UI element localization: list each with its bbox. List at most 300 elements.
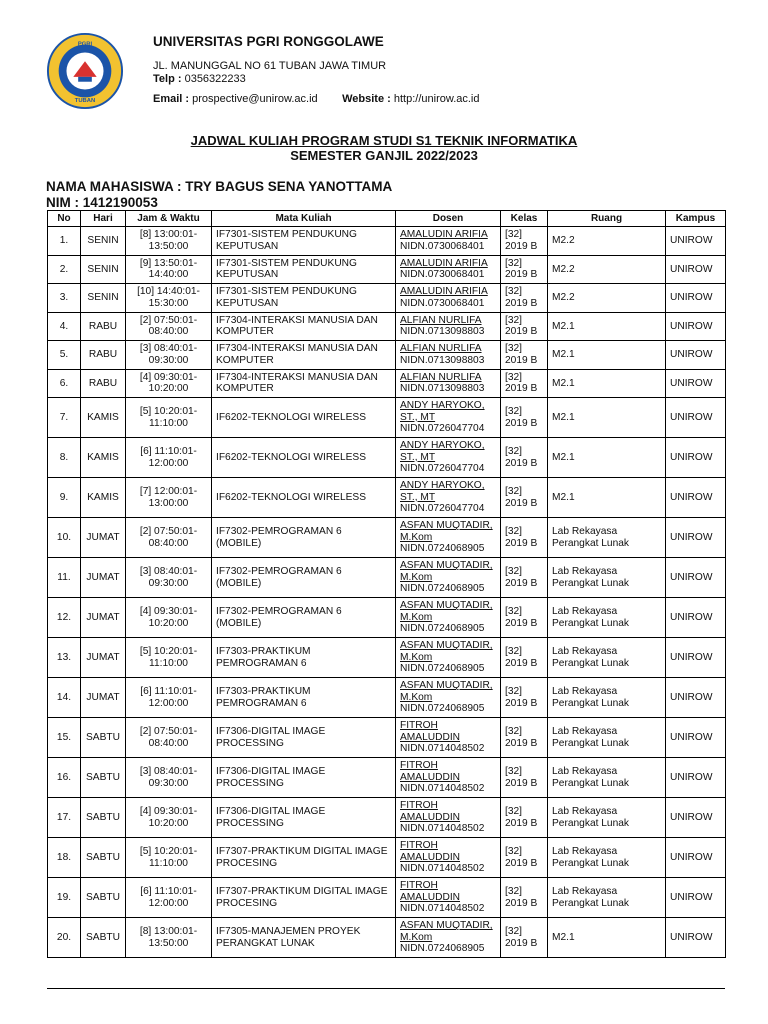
cell-campus: UNIROW [666, 341, 726, 370]
time-end: 11:10:00 [149, 657, 188, 669]
cell-class [501, 255, 548, 284]
cell-course [212, 255, 396, 284]
schedule-table [47, 210, 726, 958]
class-code: [32] [505, 229, 522, 241]
cell-room [548, 878, 666, 918]
lecturer-nidn: NIDN.0724068905 [400, 663, 485, 675]
class-year: 2019 B [505, 240, 538, 252]
time-end: 09:30:00 [148, 354, 189, 366]
footer-divider [47, 988, 725, 989]
class-year: 2019 B [505, 857, 538, 869]
cell-day: SABTU [81, 838, 126, 878]
svg-text:TUBAN: TUBAN [74, 98, 96, 105]
lecturer-nidn: NIDN.0730068401 [400, 269, 485, 281]
class-code: [32] [505, 926, 522, 937]
cell-campus: UNIROW [666, 227, 726, 256]
room-line-1: Lab Rekayasa [552, 766, 618, 777]
contact-line [153, 93, 479, 105]
time-end: 12:00:00 [148, 897, 189, 909]
course-line-2: KEPUTUSAN [216, 240, 279, 252]
table-row [48, 255, 726, 284]
cell-room [548, 918, 666, 958]
time-end: 12:00:00 [148, 457, 189, 469]
cell-no: 4. [48, 312, 81, 341]
course-line-1: IF7301-SISTEM PENDUKUNG [216, 286, 357, 298]
col-header: Ruang [548, 211, 666, 227]
cell-lecturer [396, 438, 501, 478]
cell-time [126, 478, 212, 518]
time-start: [4] 09:30:01- [139, 806, 198, 817]
course-line-2: PROCESING [216, 857, 278, 869]
col-header: No [48, 211, 81, 227]
cell-time [126, 718, 212, 758]
cell-class [501, 312, 548, 341]
course-line-2: PROCESING [216, 897, 278, 909]
time-start: [6] 11:10:01- [140, 686, 197, 697]
time-start: [2] 07:50:01- [139, 526, 198, 537]
cell-time [126, 758, 212, 798]
time-end: 09:30:00 [148, 577, 189, 589]
course-line-1: IF7304-INTERAKSI MANUSIA DAN [216, 343, 378, 355]
cell-course [212, 398, 396, 438]
col-header: Hari [81, 211, 126, 227]
room-line-1: Lab Rekayasa [552, 806, 618, 817]
cell-room [548, 678, 666, 718]
course-line-2: (MOBILE) [216, 537, 262, 549]
cell-class [501, 438, 548, 478]
cell-campus: UNIROW [666, 798, 726, 838]
lecturer-name: AMALUDIN ARIFIA [400, 286, 488, 298]
class-year: 2019 B [505, 354, 538, 366]
lecturer-nidn: NIDN.0726047704 [400, 463, 485, 475]
cell-lecturer [396, 838, 501, 878]
class-code: [32] [505, 766, 522, 777]
lecturer-title: AMALUDDIN [400, 731, 461, 743]
table-header-row [48, 211, 726, 227]
cell-lecturer [396, 878, 501, 918]
course-line-1: IF7306-DIGITAL IMAGE [216, 766, 326, 777]
class-code: [32] [505, 606, 522, 617]
time-end: 11:10:00 [149, 857, 188, 869]
cell-class [501, 284, 548, 313]
cell-course [212, 598, 396, 638]
cell-time [126, 918, 212, 958]
table-row [48, 678, 726, 718]
time-end: 10:20:00 [148, 817, 189, 829]
cell-lecturer [396, 758, 501, 798]
cell-time [126, 878, 212, 918]
room-line-1: Lab Rekayasa [552, 606, 618, 617]
cell-day: SABTU [81, 918, 126, 958]
lecturer-nidn: NIDN.0713098803 [400, 326, 485, 338]
cell-class [501, 558, 548, 598]
cell-no: 7. [48, 398, 81, 438]
cell-campus: UNIROW [666, 398, 726, 438]
class-year: 2019 B [505, 457, 538, 469]
course-line-1: IF7306-DIGITAL IMAGE [216, 806, 326, 817]
course-line-2: PROCESSING [216, 777, 284, 789]
time-start: [5] 10:20:01- [139, 846, 198, 857]
cell-room [548, 638, 666, 678]
class-code: [32] [505, 486, 522, 497]
room-line-1: Lab Rekayasa [552, 886, 618, 897]
time-start: [6] 11:10:01- [140, 446, 197, 457]
cell-room [548, 398, 666, 438]
lecturer-nidn: NIDN.0714048502 [400, 903, 485, 915]
class-code: [32] [505, 314, 522, 326]
telephone [153, 73, 246, 85]
cell-lecturer [396, 398, 501, 438]
class-year: 2019 B [505, 417, 538, 429]
cell-lecturer [396, 558, 501, 598]
cell-room [548, 718, 666, 758]
class-year: 2019 B [505, 737, 538, 749]
table-row [48, 758, 726, 798]
cell-day: KAMIS [81, 438, 126, 478]
lecturer-nidn: NIDN.0730068401 [400, 297, 485, 309]
lecturer-title: AMALUDDIN [400, 851, 461, 863]
cell-time [126, 398, 212, 438]
lecturer-name: ANDY HARYOKO, [400, 440, 485, 452]
table-row [48, 478, 726, 518]
course-line-1: IF7302-PEMROGRAMAN 6 [216, 526, 342, 537]
table-row [48, 438, 726, 478]
cell-room [548, 284, 666, 313]
table-row [48, 312, 726, 341]
cell-room [548, 558, 666, 598]
course-line-1: IF7302-PEMROGRAMAN 6 [216, 606, 342, 617]
course-line-2: PERANGKAT LUNAK [216, 937, 315, 949]
cell-time [126, 438, 212, 478]
email-label: Email : [153, 93, 190, 105]
room-line-1: M2.2 [552, 235, 575, 246]
website-value[interactable]: http://unirow.ac.id [393, 93, 480, 105]
cell-day: JUMAT [81, 518, 126, 558]
cell-class [501, 718, 548, 758]
student-name: NAMA MAHASISWA : TRY BAGUS SENA YANOTTAMA [46, 179, 393, 194]
time-start: [5] 10:20:01- [139, 646, 198, 657]
course-line-1: IF7301-SISTEM PENDUKUNG [216, 257, 357, 269]
university-logo [46, 32, 124, 110]
cell-room [548, 255, 666, 284]
cell-day: SENIN [81, 255, 126, 284]
class-year: 2019 B [505, 777, 538, 789]
time-start: [5] 10:20:01- [139, 406, 198, 417]
room-line-1: Lab Rekayasa [552, 726, 618, 737]
cell-day: SABTU [81, 758, 126, 798]
time-end: 13:00:00 [148, 497, 189, 509]
cell-campus: UNIROW [666, 878, 726, 918]
room-line-2: Perangkat Lunak [552, 617, 630, 629]
cell-room [548, 838, 666, 878]
class-code: [32] [505, 257, 522, 269]
cell-day: JUMAT [81, 598, 126, 638]
time-start: [3] 08:40:01- [139, 766, 198, 777]
student-info [46, 179, 392, 211]
table-row [48, 518, 726, 558]
course-line-1: IF6202-TEKNOLOGI WIRELESS [216, 491, 367, 503]
cell-lecturer [396, 718, 501, 758]
class-code: [32] [505, 646, 522, 657]
class-year: 2019 B [505, 269, 538, 281]
time-end: 08:40:00 [148, 537, 189, 549]
cell-class [501, 798, 548, 838]
lecturer-nidn: NIDN.0714048502 [400, 823, 485, 835]
room-line-2: Perangkat Lunak [552, 817, 630, 829]
cell-campus: UNIROW [666, 518, 726, 558]
course-line-2: (MOBILE) [216, 577, 262, 589]
cell-no: 6. [48, 369, 81, 398]
time-end: 08:40:00 [148, 326, 189, 338]
cell-class [501, 878, 548, 918]
title-line-2: SEMESTER GANJIL 2022/2023 [290, 148, 478, 163]
room-line-1: Lab Rekayasa [552, 646, 618, 657]
class-code: [32] [505, 566, 522, 577]
cell-lecturer [396, 798, 501, 838]
cell-course [212, 878, 396, 918]
cell-time [126, 312, 212, 341]
cell-day: SABTU [81, 878, 126, 918]
cell-lecturer [396, 518, 501, 558]
cell-no: 16. [48, 758, 81, 798]
lecturer-name: ASFAN MUQTADIR, [400, 560, 493, 572]
cell-day: RABU [81, 341, 126, 370]
course-line-2: PROCESSING [216, 817, 284, 829]
time-start: [3] 08:40:01- [139, 566, 198, 577]
lecturer-nidn: NIDN.0726047704 [400, 503, 485, 515]
table-row [48, 369, 726, 398]
lecturer-nidn: NIDN.0714048502 [400, 783, 485, 795]
address: JL. MANUNGGAL NO 61 TUBAN JAWA TIMUR [153, 60, 387, 72]
cell-no: 9. [48, 478, 81, 518]
cell-no: 1. [48, 227, 81, 256]
room-line-1: M2.1 [552, 320, 575, 332]
lecturer-name: FITROH [400, 840, 438, 852]
room-line-2: Perangkat Lunak [552, 577, 630, 589]
lecturer-title: M.Kom [400, 691, 433, 703]
time-start: [10] 14:40:01- [137, 286, 200, 298]
lecturer-name: ALFIAN NURLIFA [400, 343, 482, 355]
table-row [48, 558, 726, 598]
cell-course [212, 718, 396, 758]
cell-class [501, 518, 548, 558]
cell-campus: UNIROW [666, 478, 726, 518]
cell-course [212, 798, 396, 838]
cell-campus: UNIROW [666, 438, 726, 478]
table-body [48, 227, 726, 958]
cell-room [548, 598, 666, 638]
cell-campus: UNIROW [666, 284, 726, 313]
cell-class [501, 638, 548, 678]
cell-campus: UNIROW [666, 718, 726, 758]
cell-no: 19. [48, 878, 81, 918]
cell-time [126, 678, 212, 718]
cell-course [212, 284, 396, 313]
cell-room [548, 341, 666, 370]
cell-class [501, 598, 548, 638]
cell-course [212, 558, 396, 598]
cell-time [126, 798, 212, 838]
cell-class [501, 478, 548, 518]
class-code: [32] [505, 806, 522, 817]
class-code: [32] [505, 286, 522, 298]
course-line-2: PEMROGRAMAN 6 [216, 697, 307, 709]
course-line-2: KOMPUTER [216, 383, 274, 395]
table-row [48, 398, 726, 438]
website-label: Website : [342, 93, 391, 105]
lecturer-title: ST., MT [400, 411, 436, 423]
class-year: 2019 B [505, 817, 538, 829]
lecturer-name: AMALUDIN ARIFIA [400, 229, 488, 241]
table-row [48, 838, 726, 878]
cell-class [501, 838, 548, 878]
lecturer-nidn: NIDN.0726047704 [400, 423, 485, 435]
table-row [48, 798, 726, 838]
cell-lecturer [396, 678, 501, 718]
cell-campus: UNIROW [666, 598, 726, 638]
cell-time [126, 341, 212, 370]
cell-course [212, 518, 396, 558]
course-line-1: IF6202-TEKNOLOGI WIRELESS [216, 411, 367, 423]
lecturer-nidn: NIDN.0713098803 [400, 354, 485, 366]
cell-time [126, 518, 212, 558]
class-code: [32] [505, 526, 522, 537]
room-line-1: Lab Rekayasa [552, 526, 618, 537]
course-line-1: IF7303-PRAKTIKUM [216, 646, 311, 657]
lecturer-title: M.Kom [400, 931, 433, 943]
room-line-1: M2.2 [552, 292, 575, 303]
time-start: [9] 13:50:01- [139, 257, 198, 269]
lecturer-title: AMALUDDIN [400, 811, 461, 823]
lecturer-nidn: NIDN.0724068905 [400, 623, 485, 635]
document-title [0, 133, 768, 163]
course-line-2: KOMPUTER [216, 326, 274, 338]
time-start: [8] 13:00:01- [139, 926, 198, 937]
cell-no: 14. [48, 678, 81, 718]
cell-course [212, 918, 396, 958]
cell-course [212, 478, 396, 518]
class-code: [32] [505, 686, 522, 697]
cell-course [212, 227, 396, 256]
lecturer-nidn: NIDN.0724068905 [400, 583, 485, 595]
table-row [48, 638, 726, 678]
course-line-2: KEPUTUSAN [216, 297, 279, 309]
course-line-2: KOMPUTER [216, 354, 274, 366]
cell-class [501, 341, 548, 370]
cell-class [501, 918, 548, 958]
lecturer-nidn: NIDN.0714048502 [400, 863, 485, 875]
cell-day: SENIN [81, 227, 126, 256]
cell-no: 2. [48, 255, 81, 284]
col-header: Jam & Waktu [126, 211, 212, 227]
cell-lecturer [396, 255, 501, 284]
cell-campus: UNIROW [666, 638, 726, 678]
cell-day: KAMIS [81, 398, 126, 438]
cell-campus: UNIROW [666, 255, 726, 284]
class-code: [32] [505, 846, 522, 857]
cell-room [548, 758, 666, 798]
email-value[interactable]: prospective@unirow.ac.id [192, 93, 318, 105]
time-start: [4] 09:30:01- [139, 606, 198, 617]
room-line-2: Perangkat Lunak [552, 897, 630, 909]
col-header: Kelas [501, 211, 548, 227]
cell-time [126, 838, 212, 878]
time-start: [3] 08:40:01- [139, 343, 198, 355]
cell-lecturer [396, 369, 501, 398]
table-row [48, 718, 726, 758]
course-line-1: IF7305-MANAJEMEN PROYEK [216, 926, 361, 937]
cell-lecturer [396, 478, 501, 518]
class-code: [32] [505, 406, 522, 417]
lecturer-name: AMALUDIN ARIFIA [400, 257, 488, 269]
room-line-2: Perangkat Lunak [552, 737, 630, 749]
cell-no: 10. [48, 518, 81, 558]
col-header: Kampus [666, 211, 726, 227]
time-end: 15:30:00 [148, 297, 189, 309]
col-header: Dosen [396, 211, 501, 227]
time-start: [7] 12:00:01- [139, 486, 198, 497]
lecturer-name: FITROH [400, 880, 438, 892]
university-name: UNIVERSITAS PGRI RONGGOLAWE [153, 34, 384, 49]
class-year: 2019 B [505, 937, 538, 949]
course-line-1: IF7301-SISTEM PENDUKUNG [216, 229, 357, 241]
table-row [48, 598, 726, 638]
cell-room [548, 312, 666, 341]
cell-no: 12. [48, 598, 81, 638]
cell-no: 5. [48, 341, 81, 370]
lecturer-name: ANDY HARYOKO, [400, 480, 485, 492]
cell-room [548, 518, 666, 558]
cell-campus: UNIROW [666, 312, 726, 341]
lecturer-title: M.Kom [400, 531, 433, 543]
lecturer-nidn: NIDN.0714048502 [400, 743, 485, 755]
cell-day: JUMAT [81, 678, 126, 718]
cell-no: 15. [48, 718, 81, 758]
time-end: 11:10:00 [149, 417, 188, 429]
time-start: [8] 13:00:01- [139, 229, 198, 241]
lecturer-name: ALFIAN NURLIFA [400, 371, 482, 383]
cell-no: 17. [48, 798, 81, 838]
lecturer-title: AMALUDDIN [400, 891, 461, 903]
room-line-2: Perangkat Lunak [552, 697, 630, 709]
time-end: 13:50:00 [148, 937, 189, 949]
room-line-1: M2.1 [552, 349, 575, 360]
class-year: 2019 B [505, 617, 538, 629]
lecturer-title: M.Kom [400, 611, 433, 623]
class-code: [32] [505, 343, 522, 355]
class-year: 2019 B [505, 383, 538, 395]
cell-time [126, 369, 212, 398]
room-line-1: M2.2 [552, 263, 575, 275]
lecturer-nidn: NIDN.0730068401 [400, 240, 485, 252]
cell-course [212, 758, 396, 798]
lecturer-title: AMALUDDIN [400, 771, 461, 783]
time-end: 10:20:00 [148, 617, 189, 629]
cell-day: JUMAT [81, 558, 126, 598]
cell-campus: UNIROW [666, 838, 726, 878]
lecturer-name: FITROH [400, 760, 438, 772]
lecturer-nidn: NIDN.0724068905 [400, 543, 485, 555]
cell-room [548, 438, 666, 478]
lecturer-name: FITROH [400, 800, 438, 812]
cell-class [501, 758, 548, 798]
time-end: 08:40:00 [148, 737, 189, 749]
lecturer-title: ST., MT [400, 491, 436, 503]
class-code: [32] [505, 886, 522, 897]
course-line-1: IF7302-PEMROGRAMAN 6 [216, 566, 342, 577]
cell-course [212, 678, 396, 718]
course-line-1: IF7304-INTERAKSI MANUSIA DAN [216, 314, 378, 326]
